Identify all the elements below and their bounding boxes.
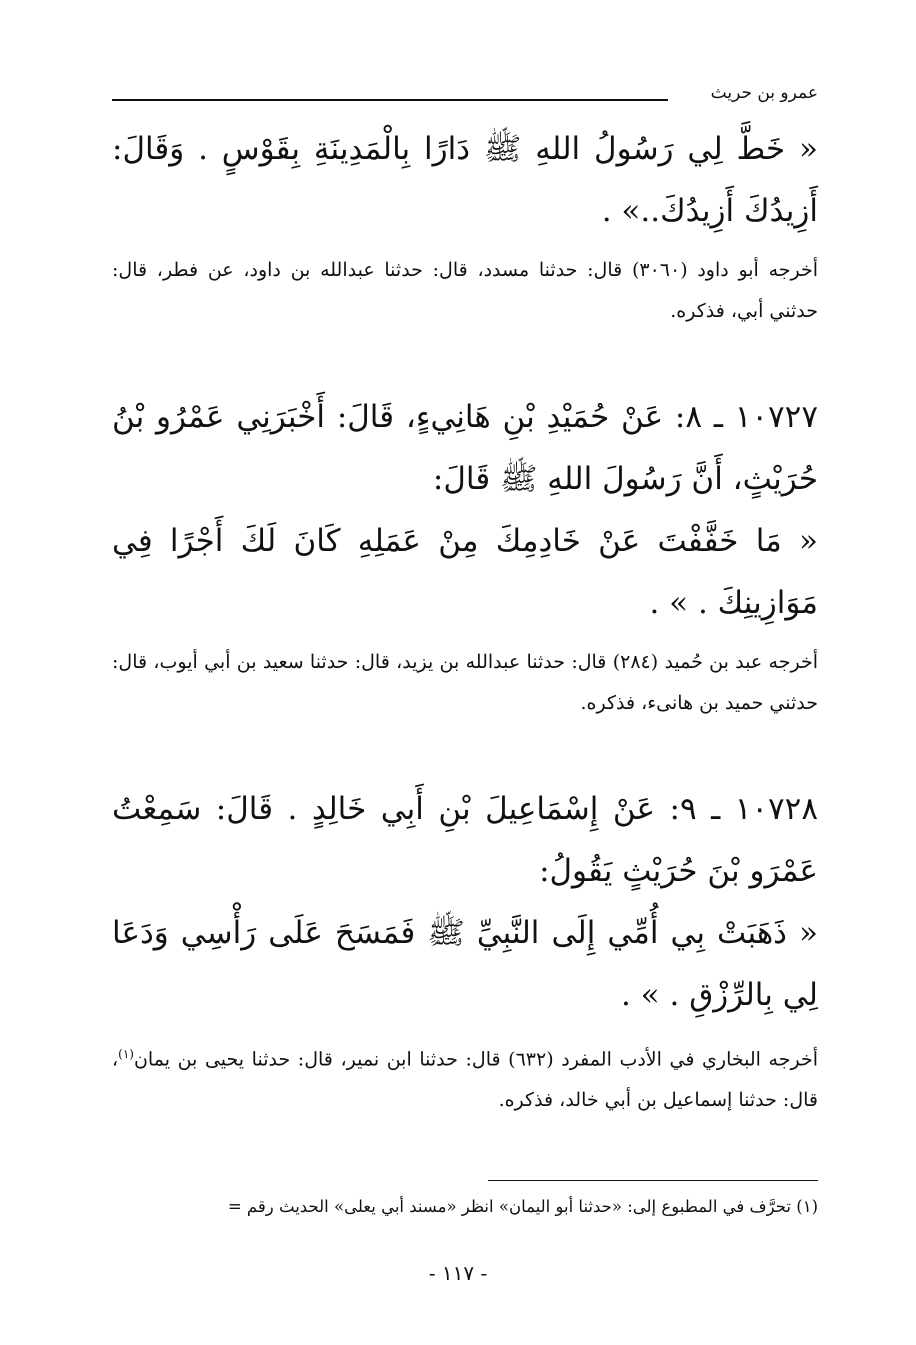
footnote-text: (١) تحرَّف في المطبوع إلى: «حدثنا أبو اليمان» انظر «مسند أبي يعلى» الحديث رقم =	[227, 1197, 818, 1216]
header-title: عمرو بن حريث	[710, 83, 818, 103]
hadith-intro: ١٠٧٢٨ ـ ٩: عَنْ إِسْمَاعِيلَ بْنِ أَبِي خَالِدٍ . قَالَ: سَمِعْتُ عَمْرَو بْنَ حُرَيْثٍ يَقُولُ:	[112, 791, 818, 889]
footnote-rule	[488, 1180, 818, 1181]
hadith-intro: ١٠٧٢٧ ـ ٨: عَنْ حُمَيْدِ بْنِ هَانِيءٍ، قَالَ: أَخْبَرَنِي عَمْرُو بْنُ حُرَيْثٍ، أَنَّ رَسُولَ اللهِ ﷺ قَالَ:	[112, 399, 818, 497]
takhrij-paragraph: أخرجه أبو داود (٣٠٦٠) قال: حدثنا مسدد، قال: حدثنا عبدالله بن داود، عن فطر، قال: حدثني أبي، فذكره.	[112, 259, 819, 322]
header-rule	[112, 99, 668, 101]
hadith-text: « مَا خَفَّفْتَ عَنْ خَادِمِكَ مِنْ عَمَلِهِ كَانَ لَكَ أَجْرًا فِي مَوَازِينِكَ . » .	[112, 523, 818, 621]
footnote-area	[112, 1180, 818, 1219]
hadith-block-10726-continued	[112, 118, 818, 332]
hadith-block-10728	[112, 778, 818, 1121]
takhrij-text: ، قال: حدثنا إسماعيل بن أبي خالد، فذكره.	[112, 1048, 818, 1112]
page-body	[112, 118, 818, 1121]
takhrij-paragraph: أخرجه عبد بن حُميد (٢٨٤) قال: حدثنا عبدالله بن يزيد، قال: حدثنا سعيد بن أبي أيوب، قال: حدثني حميد بن هانىء، فذكره.	[112, 651, 818, 714]
page-number: - ١١٧ -	[428, 1261, 488, 1285]
running-header	[112, 82, 818, 108]
hadith-block-10727	[112, 386, 818, 724]
hadith-text: « خَطَّ لِي رَسُولُ اللهِ ﷺ دَارًا بِالْمَدِينَةِ بِقَوْسٍ . وَقَالَ: أَزِيدُكَ أَزِيدُكَ..» .	[112, 131, 818, 229]
hadith-text: « ذَهَبَتْ بِي أُمِّي إِلَى النَّبِيِّ ﷺ فَمَسَحَ عَلَى رَأْسِي وَدَعَا لِي بِالرِّزْقِ . » .	[112, 915, 818, 1013]
takhrij-text: أخرجه البخاري في الأدب المفرد (٦٣٢) قال: حدثنا ابن نمير، قال: حدثنا يحيى بن يمان	[133, 1048, 818, 1071]
footnote-reference[interactable]: (١)	[118, 1047, 134, 1061]
takhrij-paragraph	[112, 1034, 818, 1121]
